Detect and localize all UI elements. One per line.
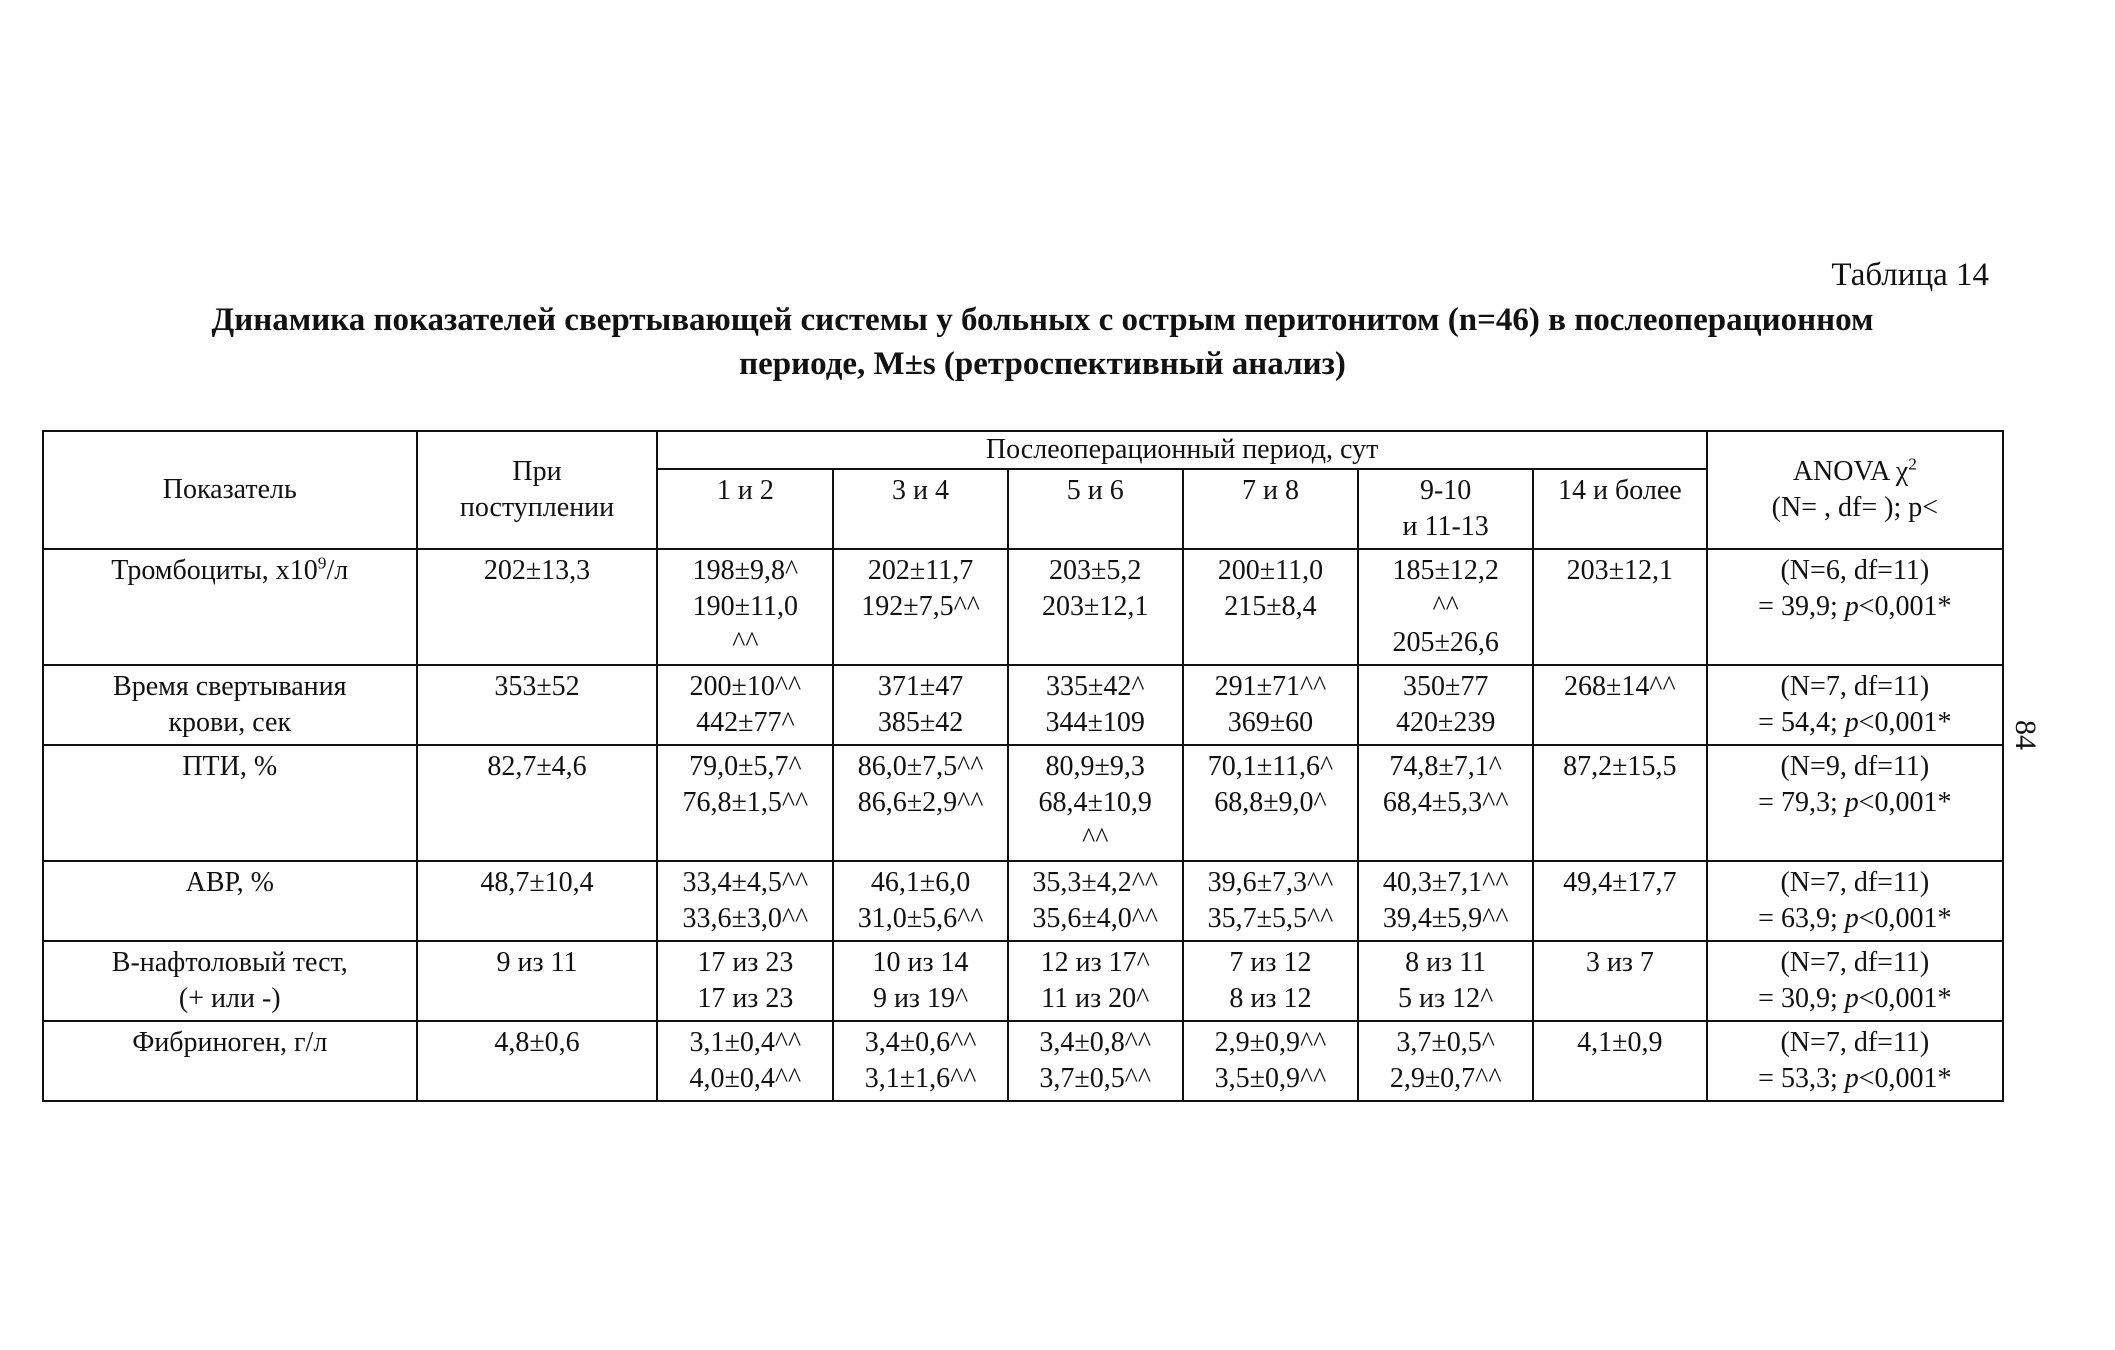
period-value-cell [1183,745,1359,861]
indicator-cell [43,1021,417,1101]
anova-params: (N=7, df=11) [1780,867,1930,898]
period-value: 33,6±3,0^^ [682,903,809,934]
indicator-label-line: Фибриноген, г/л [132,1027,328,1058]
anova-p-symbol: p [1844,903,1859,934]
period-value: 3,1±1,6^^ [864,1063,977,1094]
period-value: 46,1±6,0 [870,867,971,898]
period-value: 39,4±5,9^^ [1382,903,1509,934]
period-value: 185±12,2 [1392,555,1499,586]
period-value: ^^ [1082,823,1109,854]
header-period-9-10-line-2: и 11-13 [1402,511,1489,542]
admission-value: 9 из 11 [417,941,658,1021]
period-value-cell [1533,861,1707,941]
period-value-cell [657,1021,833,1101]
period-value: 3,7±0,5^ [1396,1027,1495,1058]
header-indicator: Показатель [43,431,417,549]
anova-cell [1707,745,2003,861]
header-period-5-6: 5 и 6 [1008,469,1183,549]
period-value-cell [1183,941,1359,1021]
anova-p-symbol: p [1844,787,1859,818]
anova-cell [1707,1021,2003,1101]
period-value: 442±77^ [696,707,795,738]
period-value: 80,9±9,3 [1045,751,1145,782]
period-value: 203±12,1 [1042,591,1149,622]
period-value: 10 из 14 [872,947,969,978]
anova-p-value: <0,001* [1858,591,1952,622]
anova-params: (N=6, df=11) [1780,555,1930,586]
anova-cell [1707,941,2003,1021]
period-value: 8 из 11 [1405,947,1487,978]
indicator-cell [43,665,417,745]
period-value: 68,8±9,0^ [1214,787,1327,818]
period-value: 192±7,5^^ [861,591,980,622]
period-value-cell [657,665,833,745]
period-value-cell [1358,665,1533,745]
indicator-label-line: (+ или -) [178,983,281,1014]
anova-result [1710,705,2000,741]
period-value-cell [1358,745,1533,861]
anova-p-symbol: p [1844,1063,1859,1094]
anova-params: (N=7, df=11) [1780,947,1930,978]
table-row [43,861,2003,941]
anova-chi-value: = 54,4; [1758,707,1845,738]
period-value: 12 из 17^ [1040,947,1150,978]
anova-result [1710,1061,2000,1097]
table-label: Таблица 14 [1831,257,1989,293]
period-value: 4,1±0,9 [1577,1027,1663,1058]
period-value-cell [1358,941,1533,1021]
period-value-cell [1533,941,1707,1021]
period-value: 87,2±15,5 [1563,751,1677,782]
period-value: 74,8±7,1^ [1389,751,1502,782]
period-value: 11 из 20^ [1041,983,1150,1014]
period-value-cell [1358,549,1533,665]
period-value: 8 из 12 [1229,983,1312,1014]
period-value: 40,3±7,1^^ [1382,867,1509,898]
period-value: 3,5±0,9^^ [1214,1063,1327,1094]
period-value: ^^ [1432,591,1459,622]
header-admission-line-2: поступлении [459,492,615,523]
anova-p-value: <0,001* [1858,983,1952,1014]
anova-p-value: <0,001* [1858,1063,1952,1094]
anova-params: (N=7, df=11) [1780,671,1930,702]
period-value: 68,4±5,3^^ [1382,787,1509,818]
indicator-label-line: Время свертывания [113,671,347,702]
indicator-label-text: Тромбоциты, x10 [111,555,318,586]
indicator-label [46,553,414,589]
indicator-label-line: крови, сек [168,707,292,738]
header-anova [1707,431,2003,549]
anova-chi-value: = 79,3; [1758,787,1845,818]
period-value: 35,3±4,2^^ [1032,867,1159,898]
period-value-cell [833,941,1008,1021]
period-value-cell [657,549,833,665]
anova-result [1710,589,2000,625]
period-value: 291±71^^ [1214,671,1327,702]
period-value-cell [1008,861,1183,941]
period-value-cell [833,549,1008,665]
period-value: 39,6±7,3^^ [1207,867,1334,898]
period-value-cell [833,745,1008,861]
header-period-1-2: 1 и 2 [657,469,833,549]
admission-value: 4,8±0,6 [417,1021,658,1101]
table-title [90,298,1995,386]
period-value-cell [1008,745,1183,861]
anova-p-value: <0,001* [1858,903,1952,934]
anova-cell [1707,665,2003,745]
anova-result [1710,981,2000,1017]
period-value-cell [657,861,833,941]
period-value: 4,0±0,4^^ [689,1063,802,1094]
anova-cell [1707,861,2003,941]
table-title-line-1: Динамика показателей свертывающей системы у больных с острым перитонитом (n=46) в послеоперационном [211,302,1874,338]
anova-params: (N=9, df=11) [1780,751,1930,782]
anova-chi-value: = 63,9; [1758,903,1845,934]
period-value-cell [1533,745,1707,861]
period-value-cell [1533,665,1707,745]
table-row [43,665,2003,745]
header-period-7-8: 7 и 8 [1183,469,1359,549]
anova-params: (N=7, df=11) [1780,1027,1930,1058]
header-anova-line-2: (N= , df= ); p< [1771,492,1939,523]
period-value: 35,7±5,5^^ [1207,903,1334,934]
anova-result [1710,901,2000,937]
period-value-cell [1183,665,1359,745]
header-period-9-10 [1358,469,1533,549]
period-value: 268±14^^ [1564,671,1676,702]
period-value-cell [1008,941,1183,1021]
anova-p-symbol: p [1844,707,1859,738]
period-value: 205±26,6 [1392,627,1499,658]
indicator-label-line: В-нафтоловый тест, [111,947,348,978]
anova-p-symbol: p [1844,983,1859,1014]
period-value-cell [1008,1021,1183,1101]
admission-value: 48,7±10,4 [417,861,658,941]
period-value-cell [1533,1021,1707,1101]
period-value: ^^ [732,627,759,658]
header-admission-line-1: При [512,456,562,487]
admission-value: 353±52 [417,665,658,745]
period-value-cell [1183,861,1359,941]
period-value: 198±9,8^ [692,555,799,586]
period-value: 3,4±0,8^^ [1039,1027,1152,1058]
period-value: 350±77 [1402,671,1489,702]
period-value: 68,4±10,9 [1038,787,1152,818]
anova-chi-value: = 30,9; [1758,983,1845,1014]
period-value: 335±42^ [1045,671,1145,702]
period-value: 86,6±2,9^^ [857,787,984,818]
header-period-3-4: 3 и 4 [833,469,1008,549]
header-anova-superscript: 2 [1908,454,1917,474]
period-value: 76,8±1,5^^ [682,787,809,818]
indicator-label-exponent: 9 [317,553,327,573]
period-value: 200±11,0 [1217,555,1324,586]
data-table [42,430,2004,1102]
table-row [43,549,2003,665]
period-value: 86,0±7,5^^ [857,751,984,782]
indicator-cell [43,941,417,1021]
period-value: 202±11,7 [867,555,974,586]
indicator-label-line: АВР, % [185,867,274,898]
period-value: 33,4±4,5^^ [682,867,809,898]
indicator-label-unit: /л [326,555,349,586]
period-value: 7 из 12 [1229,947,1312,978]
period-value: 35,6±4,0^^ [1032,903,1159,934]
period-value: 31,0±5,6^^ [857,903,984,934]
period-value-cell [1358,861,1533,941]
table-row [43,941,2003,1021]
indicator-cell [43,861,417,941]
header-admission [417,431,658,549]
anova-cell [1707,549,2003,665]
indicator-cell [43,745,417,861]
period-value-cell [833,861,1008,941]
period-value: 49,4±17,7 [1563,867,1677,898]
anova-chi-value: = 53,3; [1758,1063,1845,1094]
period-value: 215±8,4 [1224,591,1317,622]
anova-chi-value: = 39,9; [1758,591,1845,622]
page-number: 84 [2009,720,2042,750]
period-value: 371±47 [877,671,964,702]
period-value: 203±12,1 [1566,555,1674,586]
header-postop-period: Послеоперационный период, сут [657,431,1706,469]
table-body [43,549,2003,1101]
period-value: 79,0±5,7^ [689,751,802,782]
period-value: 17 из 23 [697,947,794,978]
period-value: 9 из 19^ [872,983,969,1014]
anova-p-value: <0,001* [1858,707,1952,738]
period-value: 70,1±11,6^ [1207,751,1334,782]
header-period-14-plus: 14 и более [1533,469,1707,549]
table-row [43,745,2003,861]
anova-p-symbol: p [1844,591,1859,622]
table-title-line-2: периоде, M±s (ретроспективный анализ) [739,346,1346,382]
anova-result [1710,785,2000,821]
header-period-9-10-line-1: 9-10 [1419,475,1472,506]
period-value: 2,9±0,9^^ [1214,1027,1327,1058]
period-value-cell [657,941,833,1021]
header-anova-line-1 [1710,454,2000,490]
admission-value: 82,7±4,6 [417,745,658,861]
period-value: 17 из 23 [697,983,794,1014]
period-value-cell [1008,549,1183,665]
period-value: 385±42 [877,707,964,738]
period-value: 2,9±0,7^^ [1389,1063,1502,1094]
admission-value: 202±13,3 [417,549,658,665]
period-value: 420±239 [1395,707,1496,738]
period-value-cell [833,1021,1008,1101]
period-value-cell [1183,549,1359,665]
period-value-cell [1183,1021,1359,1101]
period-value: 5 из 12^ [1398,983,1494,1014]
table-row [43,1021,2003,1101]
indicator-label-line: ПТИ, % [182,751,278,782]
period-value: 344±109 [1045,707,1145,738]
period-value: 369±60 [1227,707,1314,738]
header-anova-text: ANOVA χ [1792,456,1909,487]
period-value-cell [1008,665,1183,745]
indicator-cell [43,549,417,665]
period-value: 203±5,2 [1049,555,1142,586]
period-value: 3,7±0,5^^ [1039,1063,1152,1094]
period-value-cell [1533,549,1707,665]
period-value-cell [657,745,833,861]
period-value: 190±11,0 [692,591,798,622]
period-value-cell [1358,1021,1533,1101]
period-value: 3,4±0,6^^ [864,1027,977,1058]
period-value: 3 из 7 [1585,947,1654,978]
period-value: 200±10^^ [689,671,802,702]
period-value-cell [833,665,1008,745]
period-value: 3,1±0,4^^ [689,1027,802,1058]
anova-p-value: <0,001* [1858,787,1952,818]
